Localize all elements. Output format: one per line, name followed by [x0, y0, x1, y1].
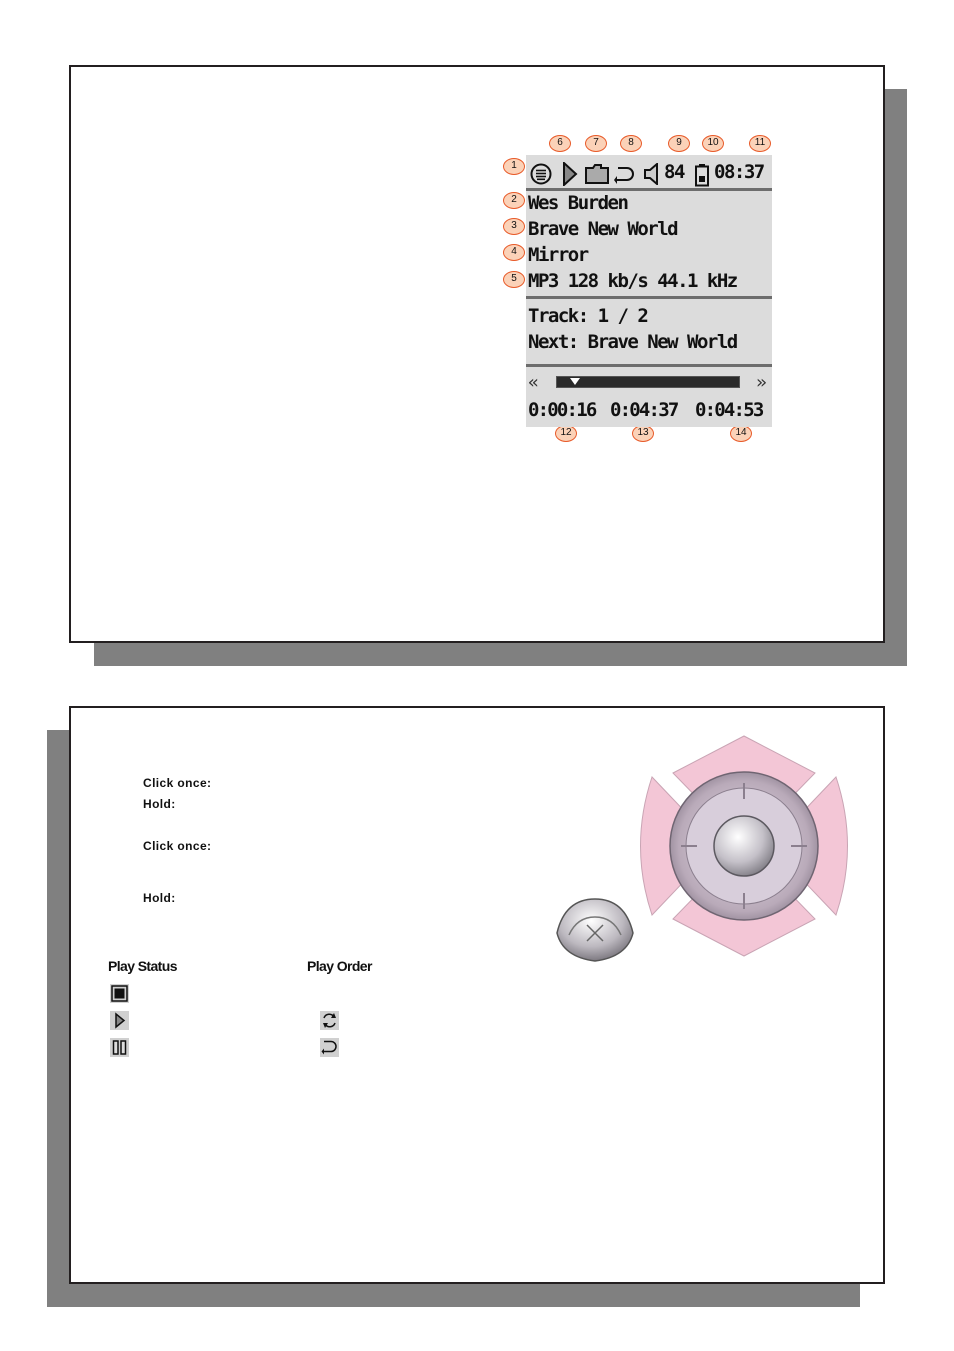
stop-icon [110, 984, 129, 1003]
callout-14: 14 [730, 425, 752, 442]
callout-3: 3 [503, 218, 525, 235]
escape-button-icon [555, 895, 635, 967]
lcd-divider [526, 364, 772, 367]
battery-icon [694, 163, 710, 191]
progress-bar [556, 376, 740, 388]
play-list-icon [530, 163, 552, 189]
callout-11: 11 [749, 135, 771, 152]
callout-2: 2 [503, 192, 525, 209]
progress-marker [570, 378, 580, 385]
title-line: Mirror [528, 244, 588, 266]
callout-5: 5 [503, 271, 525, 288]
callout-4: 4 [503, 244, 525, 261]
play-icon [110, 1011, 129, 1030]
speaker-icon [642, 163, 664, 189]
play-status-heading: Play Status [108, 958, 177, 974]
click-once-label: Click once: [143, 839, 212, 853]
callout-7: 7 [585, 135, 607, 152]
forward-arrow: » [756, 372, 767, 393]
lcd-divider [526, 296, 772, 299]
repeat-one-icon [320, 1038, 339, 1057]
volume-level: 84 [664, 161, 684, 183]
time-elapsed: 0:00:16 [528, 399, 596, 421]
callout-13: 13 [632, 425, 654, 442]
lcd-divider [526, 188, 772, 191]
track-line: Track: 1 / 2 [528, 305, 648, 327]
lcd-screen [526, 155, 772, 427]
callout-6: 6 [549, 135, 571, 152]
joystick-icon [626, 733, 862, 959]
artist-line: Wes Burden [528, 192, 628, 214]
time-total: 0:04:53 [695, 399, 763, 421]
hold-label: Hold: [143, 797, 176, 811]
clock: 08:37 [714, 161, 764, 183]
folder-icon [584, 163, 610, 189]
callout-8: 8 [620, 135, 642, 152]
callout-1: 1 [503, 158, 525, 175]
callout-12: 12 [555, 425, 577, 442]
callout-10: 10 [702, 135, 724, 152]
play-order-heading: Play Order [307, 958, 372, 974]
format-line: MP3 128 kb/s 44.1 kHz [528, 270, 737, 292]
play-icon [562, 162, 578, 190]
status-bar [526, 159, 772, 185]
repeat-all-icon [320, 1011, 339, 1030]
hold-label: Hold: [143, 891, 176, 905]
pause-icon [110, 1038, 129, 1057]
next-line: Next: Brave New World [528, 331, 737, 353]
album-line: Brave New World [528, 218, 678, 240]
rewind-arrow: « [528, 372, 539, 393]
callout-9: 9 [668, 135, 690, 152]
repeat-icon [614, 165, 636, 189]
time-remaining: 0:04:37 [610, 399, 678, 421]
click-once-label: Click once: [143, 776, 212, 790]
